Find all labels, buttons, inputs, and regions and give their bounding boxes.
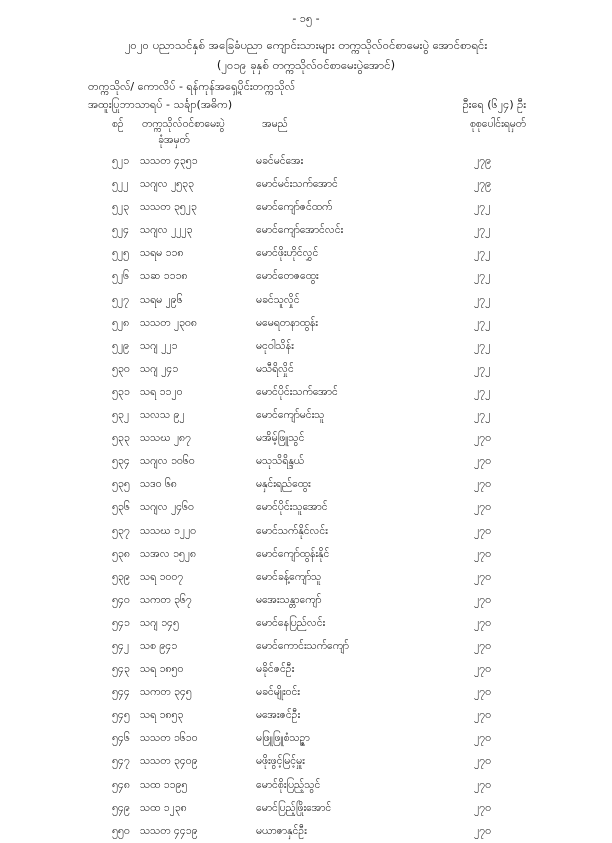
student-name: မသီရိလှိုင် <box>256 362 294 375</box>
student-name: မခင်မင်အေး <box>256 155 304 167</box>
table-row <box>0 265 612 288</box>
row-number: ၅၄၄ <box>112 686 130 699</box>
table-row <box>0 358 612 381</box>
total-score: ၂၇၀ <box>474 755 491 768</box>
table-row <box>0 750 612 773</box>
table-row <box>0 774 612 797</box>
student-name: မခင်မျိုးဝင်း <box>256 686 300 699</box>
row-number: ၅၃၅ <box>112 478 130 491</box>
row-number: ၅၂၇ <box>112 293 129 306</box>
total-score: ၂၇၀ <box>474 663 491 676</box>
student-name: မဖိုးဖွင့်မြင့်မှူး <box>256 755 305 768</box>
table-row <box>0 543 612 566</box>
student-name: မောင်နေပြည်လင်း <box>256 616 326 629</box>
row-number: ၅၄၀ <box>112 593 130 606</box>
student-name: မောင်ကောင်းသက်ကျော် <box>256 639 350 652</box>
table-row <box>0 566 612 589</box>
total-score: ၂၇၀ <box>474 732 491 745</box>
table-row <box>0 150 612 173</box>
student-name: မောင်ခန့်ကျော်သူ <box>256 570 322 583</box>
student-name: မောင်ကျော်မင်းသူ <box>256 409 325 422</box>
row-number: ၅၂၅ <box>112 247 129 260</box>
table-row <box>0 496 612 519</box>
student-name: မအေးသန္တာကျော် <box>256 593 322 606</box>
student-name: မောင်သက်နိုင်လင်း <box>256 524 328 537</box>
roll-number: သသတ ၄၄၁၉ <box>140 824 198 837</box>
total-score: ၂၇၀ <box>474 455 491 468</box>
total-score: ၂၇၀ <box>474 524 491 537</box>
roll-number: သသတ ၂၃၀၈ <box>140 316 197 329</box>
table-row <box>0 381 612 404</box>
row-number: ၅၃၁ <box>112 385 130 398</box>
roll-number: သအလ ၁၅၂၈ <box>140 547 196 560</box>
column-header-roll-sub: ခုံအမှတ် <box>158 134 190 146</box>
table-row <box>0 289 612 312</box>
total-score: ၂၇၂ <box>474 316 491 329</box>
roll-number: သရ ၁၈၅၃ <box>140 709 184 722</box>
row-number: ၅၂၃ <box>112 201 129 214</box>
table-row <box>0 658 612 681</box>
roll-number: သသတ ၁၆၁၀ <box>140 732 198 745</box>
student-name: မသုသိရိန္ဒယ် <box>256 455 304 468</box>
total-score: ၂၇၀ <box>474 778 491 791</box>
total-score: ၂၇၀ <box>474 824 491 837</box>
results-list <box>0 150 612 843</box>
row-number: ၅၃၃ <box>112 432 130 445</box>
total-score: ၂၇၀ <box>474 570 491 583</box>
roll-number: သသတ ၄၃၅၁ <box>140 155 198 167</box>
total-score: ၂၇၀ <box>474 616 491 629</box>
roll-number: သရမ ၂၉၆ <box>140 293 183 306</box>
row-number: ၅၃၉ <box>112 570 130 583</box>
document-subtitle: (၂၀၁၉ ခုနှစ် တက္ကသိုလ်ဝင်စာမေးပွဲအောင်) <box>216 58 396 72</box>
quota-heading: ဦးရေ (၆၂၄) ဦး <box>462 98 526 111</box>
total-score: ၂၇၉ <box>474 155 491 167</box>
roll-number: သစ ၉၄၁ <box>140 639 178 652</box>
total-score: ၂၇၉ <box>474 178 491 191</box>
student-name: မနှင်းရည်ထွေး <box>256 478 311 491</box>
table-row <box>0 820 612 843</box>
row-number: ၅၄၇ <box>112 755 130 768</box>
table-row <box>0 612 612 635</box>
row-number: ၅၃၇ <box>112 524 130 537</box>
roll-number: သလသ ၉၂ <box>140 409 185 422</box>
roll-number: သဂျ ၂၂၁ <box>140 339 178 352</box>
total-score: ၂၇၀ <box>474 709 491 722</box>
student-name: မောင်တေဇထွေး <box>256 270 319 283</box>
roll-number: သဂျ ၁၄၅ <box>140 616 179 629</box>
document-title: ၂၀၂၀ ပညာသင်နှစ် အခြေခံပညာ ကျောင်းသားများ တက္ကသိုလ်ဝင်စာမေးပွဲ အောင်စာရင်း <box>124 38 488 52</box>
row-number: ၅၃၂ <box>112 409 129 422</box>
row-number: ၅၂၉ <box>112 339 129 352</box>
table-row <box>0 173 612 196</box>
total-score: ၂၇၂ <box>474 362 491 375</box>
roll-number: သသတ ၃၄၀၉ <box>140 755 198 768</box>
student-name: မောင်ကျော်အောင်လင်း <box>256 224 344 237</box>
row-number: ၅၄၃ <box>112 663 130 676</box>
table-row <box>0 242 612 265</box>
table-row <box>0 196 612 219</box>
row-number: ၅၂၂ <box>112 178 129 191</box>
table-row <box>0 312 612 335</box>
student-name: မောင်ဖိုးဟိုင်လွှင် <box>256 247 319 260</box>
column-header-name: အမည် <box>262 118 288 130</box>
row-number: ၅၄၉ <box>112 801 130 814</box>
row-number: ၅၅၀ <box>112 824 130 837</box>
roll-number: သဂျလ ၁၀၆၀ <box>140 455 195 468</box>
roll-number: သရမ ၁၁၈ <box>140 247 184 260</box>
student-name: မောင်စိုးပြည့်သွင် <box>256 778 321 791</box>
table-row <box>0 704 612 727</box>
row-number: ၅၄၆ <box>112 732 130 745</box>
roll-number: သဆ ၁၁၁၈ <box>140 270 188 283</box>
table-row <box>0 404 612 427</box>
table-row <box>0 473 612 496</box>
student-name: မောင်ကျော်ထွန်းနိုင် <box>256 547 330 560</box>
student-name: မအိမ့်ဖြူသွင် <box>256 432 305 445</box>
row-number: ၅၃၆ <box>112 501 130 514</box>
table-row <box>0 450 612 473</box>
row-number: ၅၄၅ <box>112 709 130 722</box>
row-number: ၅၄၁ <box>112 616 130 629</box>
roll-number: သကတ ၃၄၅ <box>140 686 192 699</box>
column-header-score: စုစုပေါင်းရမှတ် <box>469 118 526 130</box>
row-number: ၅၃၀ <box>112 362 130 375</box>
subject-heading: အထူးပြုဘာသာရပ် - သင်္ချာ(အဓိက) <box>88 98 233 111</box>
student-name: မခိုင်ဇင်ဦး <box>256 663 295 676</box>
roll-number: သသဃ ၂၈၇ <box>140 432 191 445</box>
table-row <box>0 219 612 242</box>
row-number: ၅၂၁ <box>112 155 129 167</box>
total-score: ၂၇၀ <box>474 639 491 652</box>
roll-number: သရ ၁၁၂၀ <box>140 385 183 398</box>
row-number: ၅၂၆ <box>112 270 129 283</box>
student-name: မအေးဇင်ဦး <box>256 709 301 722</box>
total-score: ၂၇၂ <box>474 339 491 352</box>
table-row <box>0 727 612 750</box>
roll-number: သဂျလ ၂၄၆၀ <box>140 501 194 514</box>
roll-number: သသတ ၃၅၂၃ <box>140 201 197 214</box>
roll-number: သသဃ ၁၂၂၀ <box>140 524 197 537</box>
table-row <box>0 681 612 704</box>
student-name: မောင်မင်းသက်အောင် <box>256 178 338 191</box>
row-number: ၅၃၈ <box>112 547 130 560</box>
total-score: ၂၇၀ <box>474 547 491 560</box>
roll-number: သဂျလ ၂၂၂၃ <box>140 224 193 237</box>
student-name: မဖြူဖြူစံသဥ္ဇာ <box>256 732 310 745</box>
table-row <box>0 797 612 820</box>
roll-number: သဂျ ၂၄၁ <box>140 362 179 375</box>
student-name: မငုဝါသိန်း <box>256 339 294 352</box>
roll-number: သရ ၁၀၀၇ <box>140 570 184 583</box>
row-number: ၅၃၄ <box>112 455 130 468</box>
roll-number: သဂျလ ၂၅၃၃ <box>140 178 194 191</box>
total-score: ၂၇၀ <box>474 686 491 699</box>
roll-number: သကတ ၃၆၇ <box>140 593 192 606</box>
row-number: ၅၄၂ <box>112 639 129 652</box>
total-score: ၂၇၀ <box>474 593 491 606</box>
student-name: မခင်သူလှိုင် <box>256 293 300 306</box>
roll-number: သဒဝ ၆၈ <box>140 478 177 491</box>
university-heading: တက္ကသိုလ်/ ကောလိပ် - ရန်ကုန်အရှေ့ပိုင်းတက္ကသိုလ် <box>88 80 296 93</box>
table-row <box>0 520 612 543</box>
total-score: ၂၇၂ <box>474 293 491 306</box>
total-score: ၂၇၀ <box>474 478 491 491</box>
student-name: မယာဇာနှင်ဦး <box>256 824 307 837</box>
total-score: ၂၇၀ <box>474 432 491 445</box>
table-row <box>0 589 612 612</box>
student-name: မောင်ပြည့်ဖြိုးအောင် <box>256 801 332 814</box>
column-header-no: စဉ် <box>112 118 124 130</box>
student-name: မောင်ပိုင်းသူအောင် <box>256 501 328 514</box>
total-score: ၂၇၂ <box>474 385 491 398</box>
roll-number: သရ ၁၈၅၀ <box>140 663 184 676</box>
table-row <box>0 635 612 658</box>
total-score: ၂၇၂ <box>474 201 491 214</box>
total-score: ၂၇၀ <box>474 501 491 514</box>
roll-number: သထ ၁၁၉၅ <box>140 778 188 791</box>
student-name: မောင်ပိုင်းသက်အောင် <box>256 385 338 398</box>
page-number: - ၁၅ - <box>292 12 320 25</box>
total-score: ၂၇၂ <box>474 409 491 422</box>
row-number: ၅၂၈ <box>112 316 130 329</box>
row-number: ၅၄၈ <box>112 778 130 791</box>
row-number: ၅၂၄ <box>112 224 129 237</box>
total-score: ၂၇၂ <box>474 247 491 260</box>
table-row <box>0 427 612 450</box>
column-header-roll: တက္ကသိုလ်ဝင်စာမေးပွဲ <box>142 118 225 130</box>
total-score: ၂၇၂ <box>474 224 491 237</box>
student-name: မောင်ကျော်ဇင်ထက် <box>256 201 333 214</box>
roll-number: သထ ၁၂၃၈ <box>140 801 187 814</box>
table-row <box>0 335 612 358</box>
total-score: ၂၇၀ <box>474 801 491 814</box>
student-name: မမေရတနာထွန်း <box>256 316 318 329</box>
total-score: ၂၇၂ <box>474 270 491 283</box>
